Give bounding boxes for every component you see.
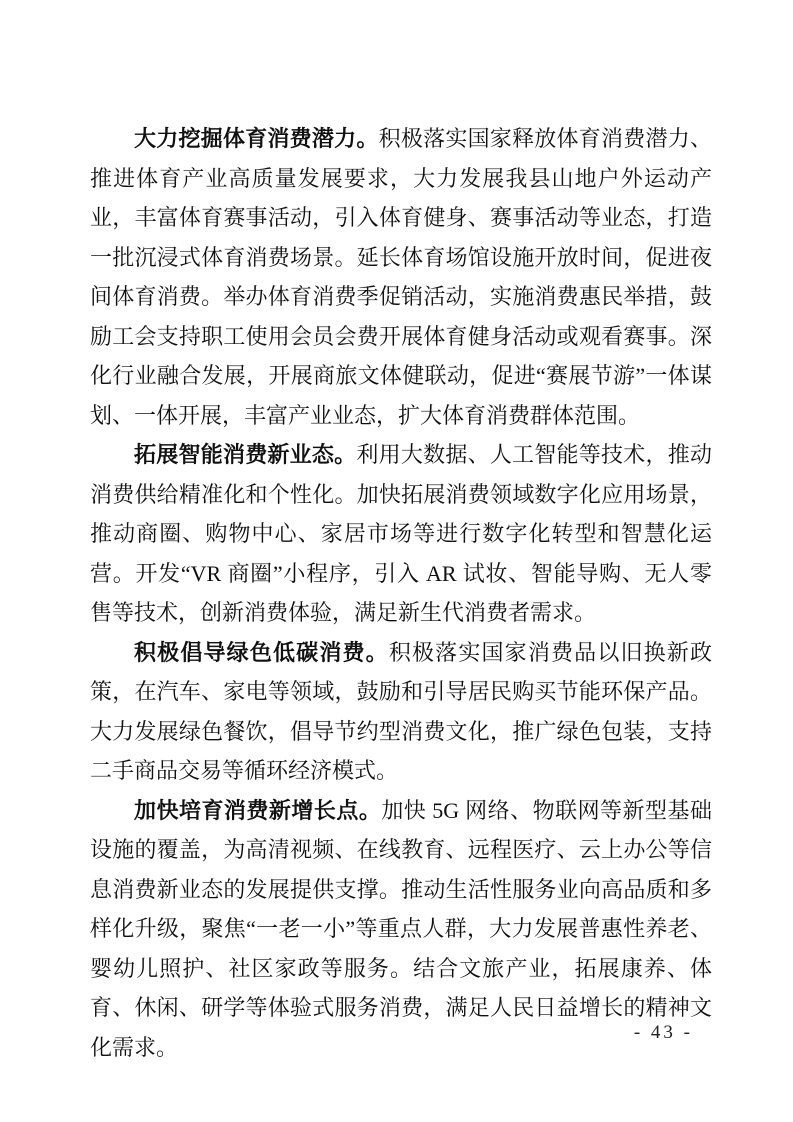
paragraph-text: 积极落实国家释放体育消费潜力、推进体育产业高质量发展要求，大力发展我县山地户外运动产业，丰富体育赛事活动，引入体育健身、赛事活动等业态，打造一批沉浸式体育消费场景。延长体育场馆设施开放时间，促进夜间体育消费。举办体育消费季促销活动，实施消费惠民举措，鼓励工会支持职工使用会员会费开展体育健身活动或观看赛事。深化行业融合发展，开展商旅文体健联动，促进“赛展节游”一体谋划、一体开展，丰富产业业态，扩大体育消费群体范围。 — [90, 126, 712, 428]
paragraph-new-growth-points — [90, 791, 712, 1068]
paragraph-text: 积极落实国家消费品以旧换新政策，在汽车、家电等领域，鼓励和引导居民购买节能环保产品。大力发展绿色餐饮，倡导节约型消费文化，推广绿色包装，支持二手商品交易等循环经济模式。 — [90, 639, 712, 783]
page-number: - 43 - — [633, 1022, 693, 1043]
paragraph-smart-consumption — [90, 435, 712, 633]
document-body — [90, 119, 712, 1067]
paragraph-green-consumption — [90, 633, 712, 791]
paragraph-lead: 拓展智能消费新业态。 — [134, 442, 357, 467]
paragraph-lead: 积极倡导绿色低碳消费。 — [134, 639, 389, 665]
paragraph-lead: 加快培育消费新增长点。 — [134, 797, 382, 823]
paragraph-lead: 大力挖掘体育消费潜力。 — [134, 126, 379, 151]
paragraph-text: 利用大数据、人工智能等技术，推动消费供给精准化和个性化。加快拓展消费领域数字化应用场景，推动商圈、购物中心、家居市场等进行数字化转型和智慧化运营。开发“VR 商圈”小程序，引入 AR 试妆、智能导购、无人零售等技术，创新消费体验，满足新生代消费者需求。 — [90, 442, 712, 625]
paragraph-sports-consumption — [90, 119, 712, 435]
paragraph-text: 加快 5G 网络、物联网等新型基础设施的覆盖，为高清视频、在线教育、远程医疗、云上办公等信息消费新业态的发展提供支撑。推动生活性服务业向高品质和多样化升级，聚焦“一老一小”等重点人群，大力发展普惠性养老、婴幼儿照护、社区家政等服务。结合文旅产业，拓展康养、体育、休闲、研学等体验式服务消费，满足人民日益增长的精神文化需求。 — [90, 797, 712, 1060]
